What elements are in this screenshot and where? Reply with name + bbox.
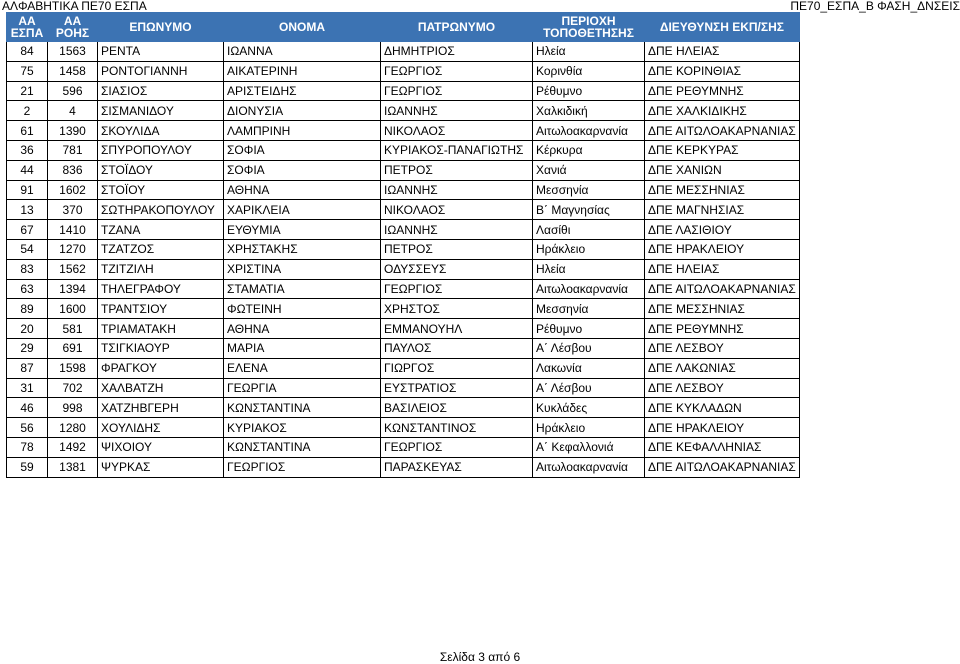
eponymo-cell: ΦΡΑΓΚΟΥ [98, 358, 224, 378]
onoma-cell: ΑΙΚΑΤΕΡΙΝΗ [224, 61, 381, 81]
aa-rois-cell: 702 [48, 378, 98, 398]
aa-rois-cell: 1562 [48, 259, 98, 279]
dieythynsi-cell: ΔΠΕ ΛΑΚΩΝΙΑΣ [645, 358, 800, 378]
patronymo-cell: ΓΕΩΡΓΙΟΣ [381, 81, 533, 101]
dieythynsi-cell: ΔΠΕ ΚΟΡΙΝΘΙΑΣ [645, 61, 800, 81]
onoma-cell: ΕΛΕΝΑ [224, 358, 381, 378]
eponymo-cell: ΣΙΑΣΙΟΣ [98, 81, 224, 101]
dieythynsi-cell: ΔΠΕ ΡΕΘΥΜΝΗΣ [645, 81, 800, 101]
aa-espa-cell: 63 [7, 279, 48, 299]
table-row [7, 358, 800, 378]
patronymo-cell: ΙΩΑΝΝΗΣ [381, 101, 533, 121]
table-row [7, 457, 800, 477]
table-row [7, 140, 800, 160]
patronymo-cell: ΝΙΚΟΛΑΟΣ [381, 121, 533, 141]
perioxi-cell: Β΄ Μαγνησίας [533, 200, 645, 220]
patronymo-cell: ΚΥΡΙΑΚΟΣ-ΠΑΝΑΓΙΩΤΗΣ [381, 140, 533, 160]
perioxi-cell: Μεσσηνία [533, 180, 645, 200]
table-header [7, 13, 800, 42]
aa-rois-cell: 1602 [48, 180, 98, 200]
dieythynsi-cell: ΔΠΕ ΚΥΚΛΑΔΩΝ [645, 398, 800, 418]
onoma-cell: ΚΩΝΣΤΑΝΤΙΝΑ [224, 398, 381, 418]
table-row [7, 220, 800, 240]
perioxi-cell: Ηράκλειο [533, 239, 645, 259]
aa-rois-cell: 1492 [48, 437, 98, 457]
dieythynsi-cell: ΔΠΕ ΑΙΤΩΛΟΑΚΑΡΝΑΝΙΑΣ [645, 279, 800, 299]
perioxi-cell: Χαλκιδική [533, 101, 645, 121]
aa-rois-cell: 370 [48, 200, 98, 220]
aa-rois-cell: 4 [48, 101, 98, 121]
dieythynsi-cell: ΔΠΕ ΛΑΣΙΘΙΟΥ [645, 220, 800, 240]
aa-espa-cell: 36 [7, 140, 48, 160]
onoma-cell: ΑΘΗΝΑ [224, 180, 381, 200]
table-row [7, 259, 800, 279]
col-header-perioxi: ΠΕΡΙΟΧΗ ΤΟΠΟΘΕΤΗΣΗΣ [533, 13, 645, 42]
patronymo-cell: ΓΙΩΡΓΟΣ [381, 358, 533, 378]
perioxi-cell: Α΄ Λέσβου [533, 338, 645, 358]
eponymo-cell: ΤΖΑΤΖΟΣ [98, 239, 224, 259]
table-row [7, 338, 800, 358]
patronymo-cell: ΠΕΤΡΟΣ [381, 160, 533, 180]
table-row [7, 180, 800, 200]
perioxi-cell: Χανιά [533, 160, 645, 180]
aa-rois-cell: 581 [48, 319, 98, 339]
onoma-cell: ΕΥΘΥΜΙΑ [224, 220, 381, 240]
col-header-dieythynsi: ΔΙΕΥΘΥΝΣΗ ΕΚΠ/ΣΗΣ [645, 13, 800, 42]
eponymo-cell: ΧΟΥΛΙΔΗΣ [98, 418, 224, 438]
dieythynsi-cell: ΔΠΕ ΑΙΤΩΛΟΑΚΑΡΝΑΝΙΑΣ [645, 457, 800, 477]
patronymo-cell: ΔΗΜΗΤΡΙΟΣ [381, 42, 533, 62]
eponymo-cell: ΡΕΝΤΑ [98, 42, 224, 62]
aa-rois-cell: 1600 [48, 299, 98, 319]
aa-rois-cell: 596 [48, 81, 98, 101]
aa-espa-cell: 44 [7, 160, 48, 180]
table-row [7, 398, 800, 418]
table-row [7, 279, 800, 299]
perioxi-cell: Ηράκλειο [533, 418, 645, 438]
perioxi-cell: Ηλεία [533, 42, 645, 62]
eponymo-cell: ΤΖΙΤΖΙΛΗ [98, 259, 224, 279]
eponymo-cell: ΣΩΤΗΡΑΚΟΠΟΥΛΟΥ [98, 200, 224, 220]
patronymo-cell: ΓΕΩΡΓΙΟΣ [381, 279, 533, 299]
aa-rois-cell: 1394 [48, 279, 98, 299]
perioxi-cell: Κυκλάδες [533, 398, 645, 418]
perioxi-cell: Α΄ Κεφαλλονιά [533, 437, 645, 457]
table-row [7, 418, 800, 438]
patronymo-cell: ΙΩΑΝΝΗΣ [381, 180, 533, 200]
perioxi-cell: Λακωνία [533, 358, 645, 378]
eponymo-cell: ΨΥΡΚΑΣ [98, 457, 224, 477]
aa-espa-cell: 84 [7, 42, 48, 62]
onoma-cell: ΙΩΑΝΝΑ [224, 42, 381, 62]
perioxi-cell: Κέρκυρα [533, 140, 645, 160]
aa-rois-cell: 836 [48, 160, 98, 180]
onoma-cell: ΚΩΝΣΤΑΝΤΙΝΑ [224, 437, 381, 457]
aa-espa-cell: 59 [7, 457, 48, 477]
onoma-cell: ΑΡΙΣΤΕΙΔΗΣ [224, 81, 381, 101]
patronymo-cell: ΕΜΜΑΝΟΥΗΛ [381, 319, 533, 339]
eponymo-cell: ΤΣΙΓΚΙΑΟΥΡ [98, 338, 224, 358]
table-row [7, 81, 800, 101]
aa-espa-cell: 61 [7, 121, 48, 141]
header-row [7, 13, 800, 42]
table-row [7, 42, 800, 62]
dieythynsi-cell: ΔΠΕ ΑΙΤΩΛΟΑΚΑΡΝΑΝΙΑΣ [645, 121, 800, 141]
eponymo-cell: ΤΡΑΝΤΣΙΟΥ [98, 299, 224, 319]
aa-rois-cell: 1410 [48, 220, 98, 240]
aa-rois-cell: 691 [48, 338, 98, 358]
aa-espa-cell: 78 [7, 437, 48, 457]
onoma-cell: ΧΡΗΣΤΑΚΗΣ [224, 239, 381, 259]
aa-rois-cell: 1598 [48, 358, 98, 378]
perioxi-cell: Ηλεία [533, 259, 645, 279]
table-row [7, 200, 800, 220]
onoma-cell: ΣΤΑΜΑΤΙΑ [224, 279, 381, 299]
aa-rois-cell: 1270 [48, 239, 98, 259]
col-header-aa-rois: ΑΑ ΡΟΗΣ [48, 13, 98, 42]
aa-espa-cell: 54 [7, 239, 48, 259]
perioxi-cell: Λασίθι [533, 220, 645, 240]
eponymo-cell: ΣΚΟΥΛΙΔΑ [98, 121, 224, 141]
col-header-patronymo: ΠΑΤΡΩΝΥΜΟ [381, 13, 533, 42]
patronymo-cell: ΠΑΥΛΟΣ [381, 338, 533, 358]
onoma-cell: ΣΟΦΙΑ [224, 140, 381, 160]
aa-espa-cell: 89 [7, 299, 48, 319]
patronymo-cell: ΧΡΗΣΤΟΣ [381, 299, 533, 319]
table-row [7, 319, 800, 339]
aa-rois-cell: 1280 [48, 418, 98, 438]
dieythynsi-cell: ΔΠΕ ΡΕΘΥΜΝΗΣ [645, 319, 800, 339]
col-header-onoma: ΟΝΟΜΑ [224, 13, 381, 42]
onoma-cell: ΣΟΦΙΑ [224, 160, 381, 180]
patronymo-cell: ΓΕΩΡΓΙΟΣ [381, 61, 533, 81]
aa-espa-cell: 2 [7, 101, 48, 121]
aa-rois-cell: 998 [48, 398, 98, 418]
table-row [7, 61, 800, 81]
perioxi-cell: Ρέθυμνο [533, 319, 645, 339]
dieythynsi-cell: ΔΠΕ ΜΕΣΣΗΝΙΑΣ [645, 180, 800, 200]
onoma-cell: ΔΙΟΝΥΣΙΑ [224, 101, 381, 121]
aa-rois-cell: 1563 [48, 42, 98, 62]
patronymo-cell: ΝΙΚΟΛΑΟΣ [381, 200, 533, 220]
onoma-cell: ΧΑΡΙΚΛΕΙΑ [224, 200, 381, 220]
patronymo-cell: ΠΕΤΡΟΣ [381, 239, 533, 259]
aa-espa-cell: 67 [7, 220, 48, 240]
eponymo-cell: ΣΤΟΪΔΟΥ [98, 160, 224, 180]
perioxi-cell: Αιτωλοακαρνανία [533, 279, 645, 299]
dieythynsi-cell: ΔΠΕ ΜΕΣΣΗΝΙΑΣ [645, 299, 800, 319]
dieythynsi-cell: ΔΠΕ ΚΕΡΚΥΡΑΣ [645, 140, 800, 160]
perioxi-cell: Ρέθυμνο [533, 81, 645, 101]
dieythynsi-cell: ΔΠΕ ΛΕΣΒΟΥ [645, 378, 800, 398]
document-title: ΑΛΦΑΒΗΤΙΚΑ ΠΕ70 ΕΣΠΑ [2, 0, 147, 13]
onoma-cell: ΓΕΩΡΓΙΑ [224, 378, 381, 398]
page-number: Σελίδα 3 από 6 [439, 650, 521, 664]
aa-espa-cell: 20 [7, 319, 48, 339]
table-row [7, 160, 800, 180]
aa-espa-cell: 56 [7, 418, 48, 438]
aa-espa-cell: 46 [7, 398, 48, 418]
perioxi-cell: Αιτωλοακαρνανία [533, 121, 645, 141]
eponymo-cell: ΣΙΣΜΑΝΙΔΟΥ [98, 101, 224, 121]
dieythynsi-cell: ΔΠΕ ΗΡΑΚΛΕΙΟΥ [645, 418, 800, 438]
aa-espa-cell: 75 [7, 61, 48, 81]
table-row [7, 437, 800, 457]
perioxi-cell: Κορινθία [533, 61, 645, 81]
col-header-aa-espa: ΑΑ ΕΣΠΑ [7, 13, 48, 42]
perioxi-cell: Αιτωλοακαρνανία [533, 457, 645, 477]
eponymo-cell: ΤΖΑΝΑ [98, 220, 224, 240]
table-row [7, 121, 800, 141]
patronymo-cell: ΕΥΣΤΡΑΤΙΟΣ [381, 378, 533, 398]
onoma-cell: ΑΘΗΝΑ [224, 319, 381, 339]
table-row [7, 101, 800, 121]
aa-espa-cell: 91 [7, 180, 48, 200]
dieythynsi-cell: ΔΠΕ ΛΕΣΒΟΥ [645, 338, 800, 358]
aa-rois-cell: 1390 [48, 121, 98, 141]
aa-espa-cell: 31 [7, 378, 48, 398]
onoma-cell: ΛΑΜΠΡΙΝΗ [224, 121, 381, 141]
table-row [7, 299, 800, 319]
aa-rois-cell: 781 [48, 140, 98, 160]
onoma-cell: ΓΕΩΡΓΙΟΣ [224, 457, 381, 477]
eponymo-cell: ΤΡΙΑΜΑΤΑΚΗ [98, 319, 224, 339]
table-row [7, 378, 800, 398]
dieythynsi-cell: ΔΠΕ ΚΕΦΑΛΛΗΝΙΑΣ [645, 437, 800, 457]
aa-espa-cell: 13 [7, 200, 48, 220]
document-code: ΠΕ70_ΕΣΠΑ_Β ΦΑΣΗ_ΔΝΣΕΙΣ [790, 0, 960, 13]
aa-espa-cell: 29 [7, 338, 48, 358]
onoma-cell: ΦΩΤΕΙΝΗ [224, 299, 381, 319]
eponymo-cell: ΧΑΛΒΑΤΖΗ [98, 378, 224, 398]
eponymo-cell: ΨΙΧΟΙΟΥ [98, 437, 224, 457]
table-row [7, 239, 800, 259]
aa-rois-cell: 1381 [48, 457, 98, 477]
assignments-table [6, 12, 800, 478]
aa-espa-cell: 87 [7, 358, 48, 378]
perioxi-cell: Α΄ Λέσβου [533, 378, 645, 398]
col-header-eponymo: ΕΠΩΝΥΜΟ [98, 13, 224, 42]
aa-espa-cell: 21 [7, 81, 48, 101]
onoma-cell: ΜΑΡΙΑ [224, 338, 381, 358]
patronymo-cell: ΓΕΩΡΓΙΟΣ [381, 437, 533, 457]
eponymo-cell: ΧΑΤΖΗΒΓΕΡΗ [98, 398, 224, 418]
onoma-cell: ΚΥΡΙΑΚΟΣ [224, 418, 381, 438]
aa-espa-cell: 83 [7, 259, 48, 279]
eponymo-cell: ΣΠΥΡΟΠΟΥΛΟΥ [98, 140, 224, 160]
eponymo-cell: ΤΗΛΕΓΡΑΦΟΥ [98, 279, 224, 299]
dieythynsi-cell: ΔΠΕ ΧΑΛΚΙΔΙΚΗΣ [645, 101, 800, 121]
dieythynsi-cell: ΔΠΕ ΗΛΕΙΑΣ [645, 42, 800, 62]
onoma-cell: ΧΡΙΣΤΙΝΑ [224, 259, 381, 279]
aa-rois-cell: 1458 [48, 61, 98, 81]
eponymo-cell: ΣΤΟΪΟΥ [98, 180, 224, 200]
patronymo-cell: ΠΑΡΑΣΚΕΥΑΣ [381, 457, 533, 477]
eponymo-cell: ΡΟΝΤΟΓΙΑΝΝΗ [98, 61, 224, 81]
patronymo-cell: ΒΑΣΙΛΕΙΟΣ [381, 398, 533, 418]
table-body [7, 42, 800, 478]
dieythynsi-cell: ΔΠΕ ΜΑΓΝΗΣΙΑΣ [645, 200, 800, 220]
dieythynsi-cell: ΔΠΕ ΧΑΝΙΩΝ [645, 160, 800, 180]
patronymo-cell: ΟΔΥΣΣΕΥΣ [381, 259, 533, 279]
perioxi-cell: Μεσσηνία [533, 299, 645, 319]
dieythynsi-cell: ΔΠΕ ΗΛΕΙΑΣ [645, 259, 800, 279]
dieythynsi-cell: ΔΠΕ ΗΡΑΚΛΕΙΟΥ [645, 239, 800, 259]
patronymo-cell: ΙΩΑΝΝΗΣ [381, 220, 533, 240]
patronymo-cell: ΚΩΝΣΤΑΝΤΙΝΟΣ [381, 418, 533, 438]
